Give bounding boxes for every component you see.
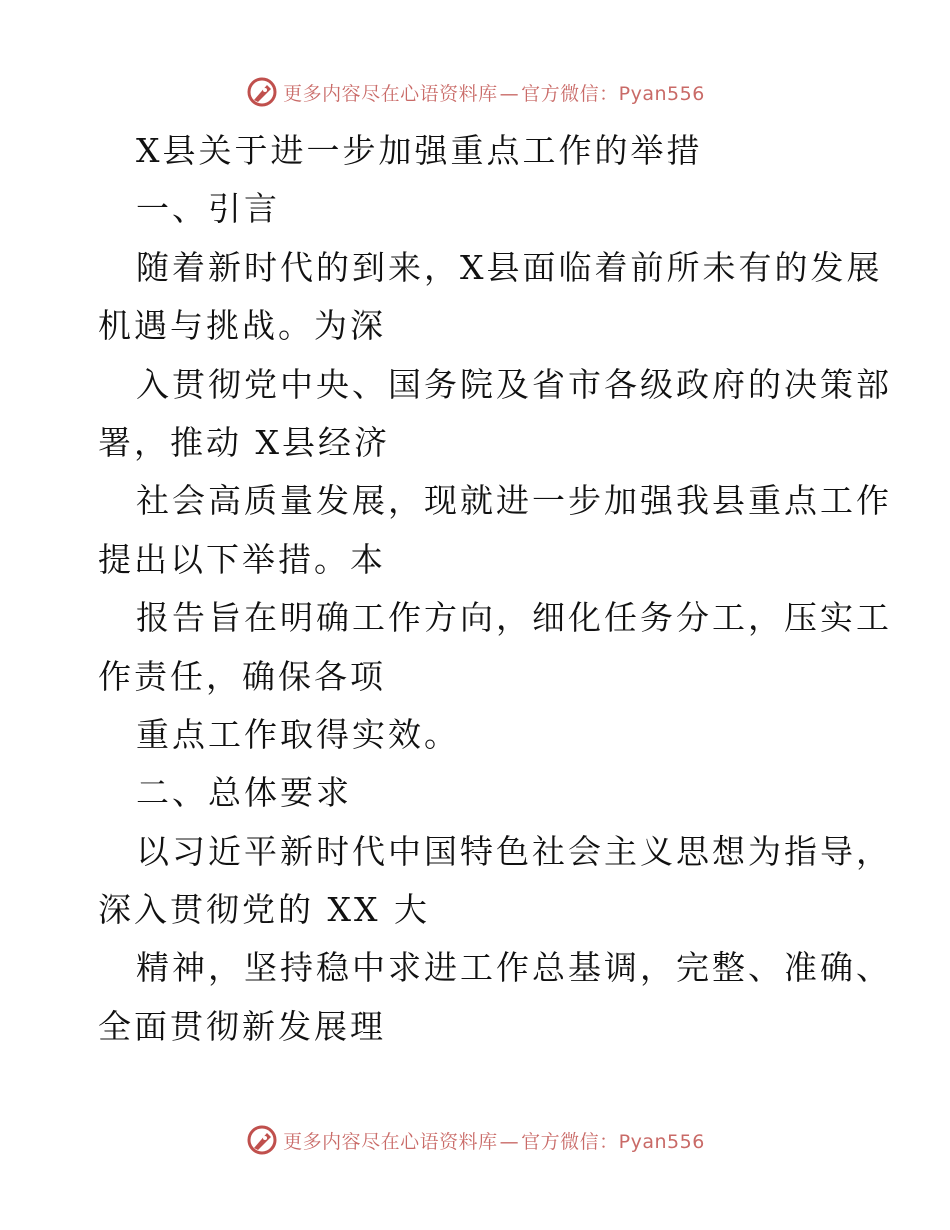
watermark-text — [283, 79, 705, 106]
watermark-title: 更多内容尽在心语资料库 — [283, 82, 498, 105]
document-line: 重点工作取得实效。 — [136, 714, 460, 754]
watermark-wechat: 官方微信：Pyan556 — [521, 1130, 705, 1153]
watermark-separator: — — [499, 82, 520, 105]
watermark-wechat: 官方微信：Pyan556 — [521, 82, 705, 105]
document-line: 作责任，确保各项 — [98, 656, 386, 696]
document-line: 深入贯彻党的 XX 大 — [98, 890, 430, 930]
pen-nib-logo-icon — [245, 75, 279, 109]
document-body — [98, 122, 892, 1056]
watermark-text — [283, 1127, 705, 1154]
document-line: 提出以下举措。本 — [98, 539, 386, 579]
footer-watermark — [0, 1120, 950, 1160]
document-line: 社会高质量发展，现就进一步加强我县重点工作 — [136, 481, 892, 521]
document-line: 机遇与挑战。为深 — [98, 306, 386, 346]
document-line: 随着新时代的到来，X县面临着前所未有的发展 — [136, 247, 883, 287]
document-line: X县关于进一步加强重点工作的举措 — [136, 131, 703, 170]
document-line: 入贯彻党中央、国务院及省市各级政府的决策部 — [136, 364, 892, 404]
pen-nib-logo-icon — [245, 1123, 279, 1157]
document-line: 署，推动 X县经济 — [98, 422, 390, 462]
document-line: 一、引言 — [136, 189, 280, 229]
watermark-title: 更多内容尽在心语资料库 — [283, 1130, 498, 1153]
document-line: 以习近平新时代中国特色社会主义思想为指导， — [136, 831, 892, 871]
document-line: 全面贯彻新发展理 — [98, 1006, 386, 1046]
document-line: 二、总体要求 — [136, 773, 352, 813]
document-line: 报告旨在明确工作方向，细化任务分工，压实工 — [136, 598, 892, 638]
header-watermark — [0, 72, 950, 112]
watermark-separator: — — [499, 1130, 520, 1153]
document-line: 精神，坚持稳中求进工作总基调，完整、准确、 — [136, 948, 892, 988]
